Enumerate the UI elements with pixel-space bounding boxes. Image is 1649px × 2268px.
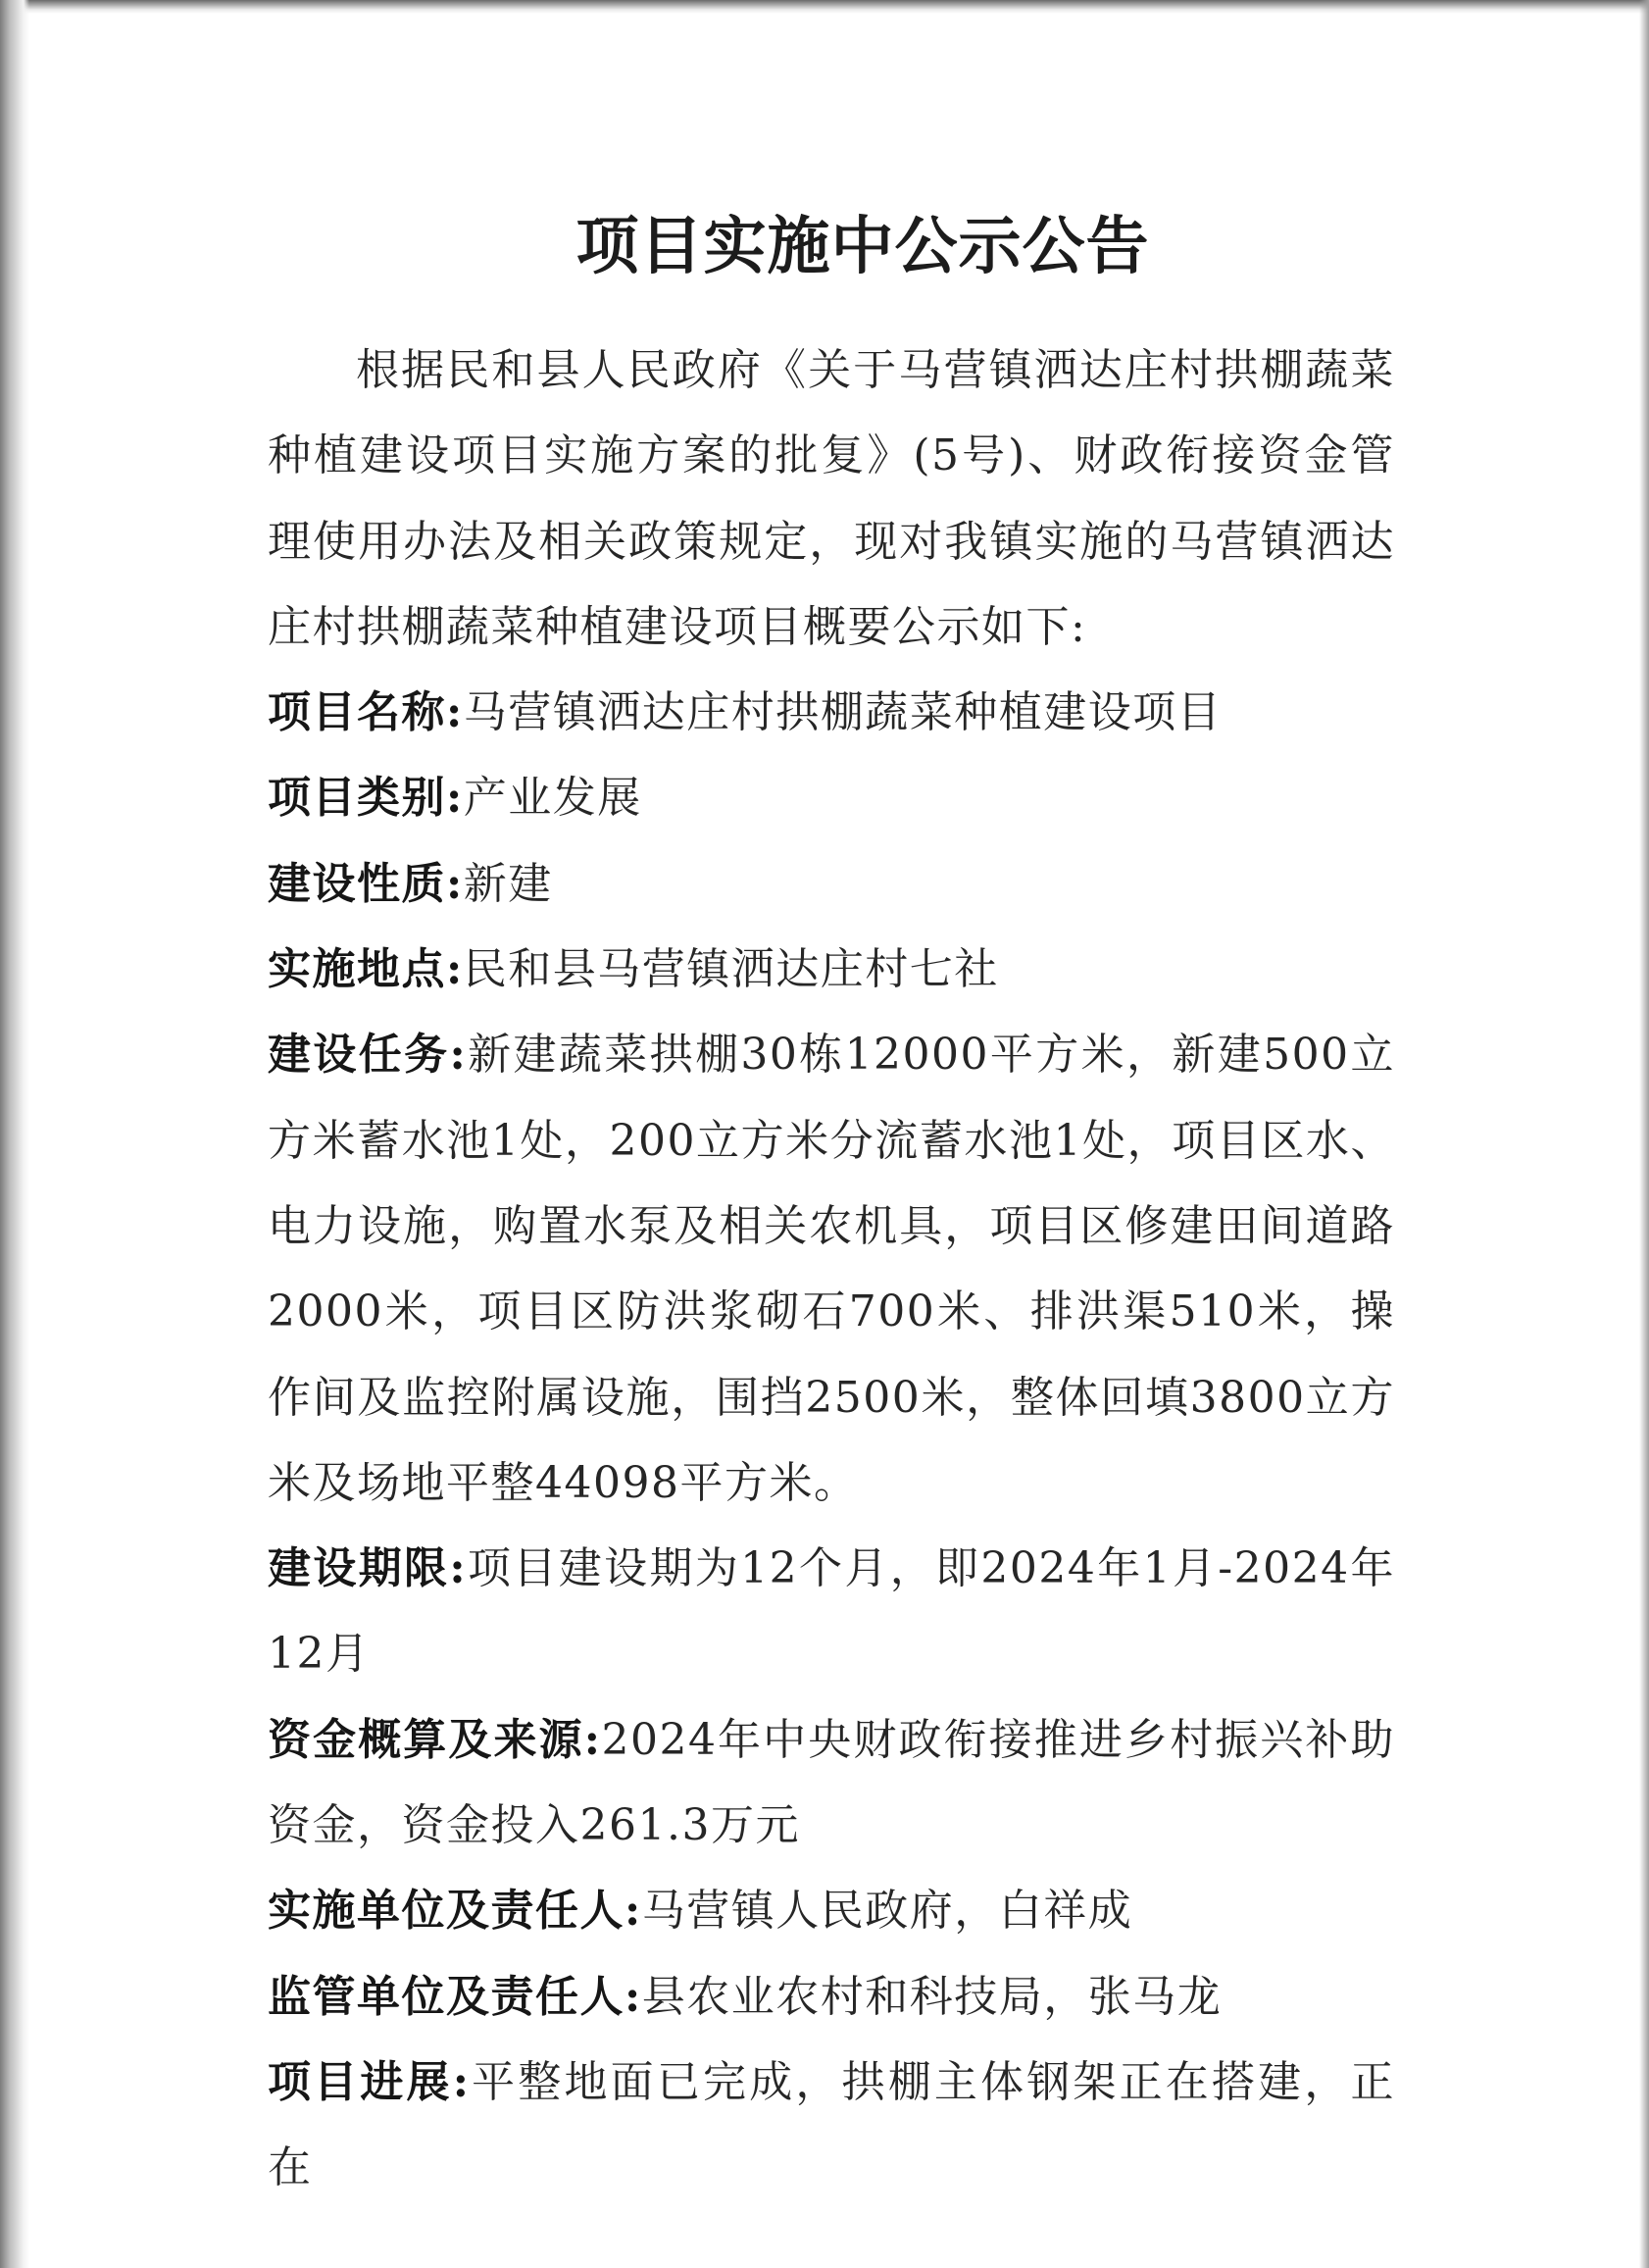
field-project-progress [268, 2040, 1395, 2211]
scan-edge-top [0, 0, 1649, 14]
field-value: 民和县马营镇洒达庄村七社 [463, 944, 999, 995]
field-location [268, 927, 1395, 1012]
field-label: 项目类别: [268, 773, 464, 824]
field-label: 建设性质: [268, 858, 464, 909]
document-title: 项目实施中公示公告 [575, 210, 1150, 283]
field-label: 建设期限: [268, 1543, 468, 1594]
scan-edge-left [0, 0, 29, 2268]
field-project-category [268, 755, 1395, 840]
field-value: 项目建设期为12个月，即2024年1月-2024年12月 [268, 1543, 1395, 1680]
field-construction-tasks [268, 1012, 1395, 1526]
document-body [268, 328, 1395, 2211]
scan-edge-right [1639, 0, 1649, 2268]
field-funding [268, 1697, 1395, 1869]
field-value: 新建蔬菜拱棚30栋12000平方米，新建500立方米蓄水池1处，200立方米分流蓄水池1处，项目区水、电力设施，购置水泵及相关农机具，项目区修建田间道路2000米，项目区防洪浆砌石700米、排洪渠510米，操作间及监控附属设施，围挡2500米，整体回填3800立方米及场地平整44098平方米。 [268, 1030, 1395, 1508]
field-value: 县农业农村和科技局，张马龙 [641, 1971, 1223, 2022]
field-label: 项目进展: [268, 2056, 471, 2107]
field-supervising-unit [268, 1954, 1395, 2040]
field-construction-nature [268, 841, 1395, 927]
field-value: 马营镇人民政府，白祥成 [641, 1886, 1133, 1937]
field-value: 马营镇洒达庄村拱棚蔬菜种植建设项目 [463, 687, 1223, 738]
field-label: 项目名称: [268, 687, 464, 738]
field-label: 资金概算及来源: [268, 1714, 602, 1765]
field-label: 实施单位及责任人: [268, 1886, 642, 1937]
field-project-name [268, 670, 1395, 755]
field-label: 实施地点: [268, 944, 464, 995]
field-value: 新建 [463, 858, 553, 909]
field-label: 监管单位及责任人: [268, 1971, 642, 2022]
field-label: 建设任务: [268, 1030, 468, 1081]
field-construction-period [268, 1526, 1395, 1697]
field-value: 平整地面已完成，拱棚主体钢架正在搭建，正在 [268, 2056, 1395, 2193]
field-value: 2024年中央财政衔接推进乡村振兴补助资金，资金投入261.3万元 [268, 1714, 1395, 1851]
field-value: 产业发展 [463, 773, 642, 824]
field-implementing-unit [268, 1868, 1395, 1953]
intro-paragraph: 根据民和县人民政府《关于马营镇洒达庄村拱棚蔬菜种植建设项目实施方案的批复》(5号)、财政衔接资金管理使用办法及相关政策规定，现对我镇实施的马营镇洒达庄村拱棚蔬菜种植建设项目概要公示如下: [268, 345, 1395, 652]
